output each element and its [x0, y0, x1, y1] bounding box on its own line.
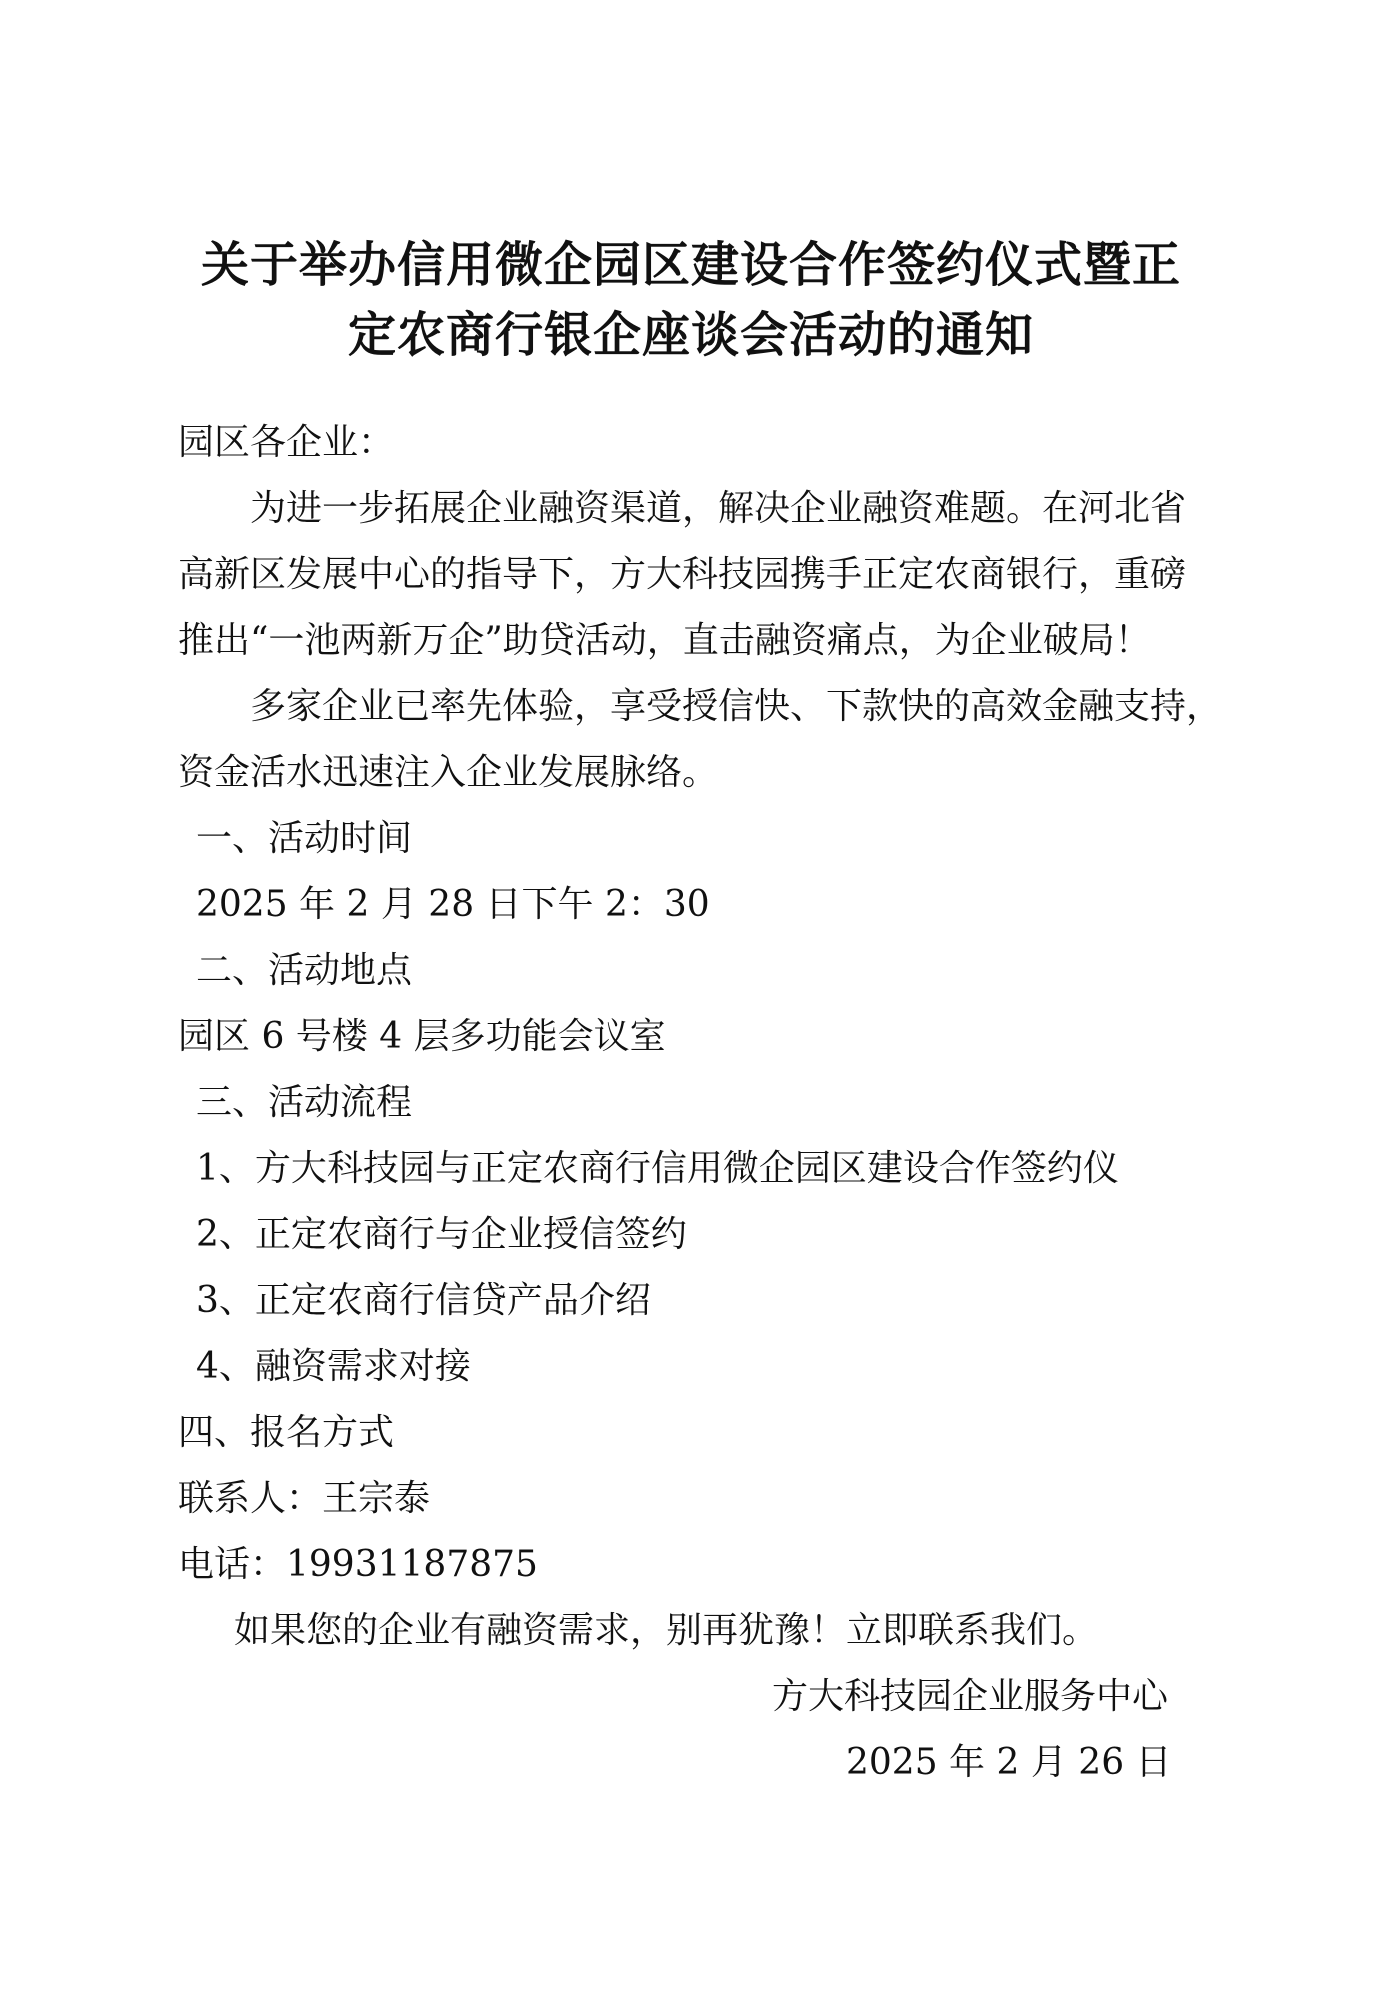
- section-3-item-3: 3、正定农商行信贷产品介绍: [196, 1280, 651, 1321]
- section-4-heading: 四、报名方式: [178, 1412, 395, 1453]
- document-title-line-2: 定农商行银企座谈会活动的通知: [347, 307, 1034, 363]
- signature-organization: 方大科技园企业服务中心: [772, 1676, 1169, 1717]
- section-1-content: 2025 年 2 月 28 日下午 2：30: [196, 884, 710, 925]
- section-3-item-2: 2、正定农商行与企业授信签约: [196, 1214, 687, 1255]
- section-2-heading: 二、活动地点: [196, 950, 413, 991]
- paragraph-2-line-1: 多家企业已率先体验，享受授信快、下款快的高效金融支持，: [250, 686, 1223, 727]
- paragraph-2-line-2: 资金活水迅速注入企业发展脉络。: [178, 752, 719, 793]
- section-3-heading: 三、活动流程: [196, 1082, 413, 1123]
- section-3-item-4: 4、融资需求对接: [196, 1346, 471, 1387]
- salutation: 园区各企业：: [178, 422, 395, 463]
- document-title-line-1: 关于举办信用微企园区建设合作签约仪式暨正: [200, 237, 1181, 293]
- paragraph-1-line-1: 为进一步拓展企业融资渠道，解决企业融资难题。在河北省: [250, 488, 1187, 529]
- section-2-content: 园区 6 号楼 4 层多功能会议室: [178, 1016, 666, 1057]
- paragraph-1-line-2: 高新区发展中心的指导下，方大科技园携手正定农商银行，重磅: [178, 554, 1187, 595]
- section-3-item-1: 1、方大科技园与正定农商行信用微企园区建设合作签约仪: [196, 1148, 1119, 1189]
- contact-person: 联系人：王宗泰: [178, 1478, 431, 1519]
- closing-sentence: 如果您的企业有融资需求，别再犹豫！立即联系我们。: [234, 1610, 1099, 1651]
- section-1-heading: 一、活动时间: [196, 818, 413, 859]
- paragraph-1-line-3: 推出“一池两新万企”助贷活动，直击融资痛点，为企业破局！: [178, 620, 1151, 661]
- contact-phone: 电话：19931187875: [178, 1544, 538, 1585]
- signature-date: 2025 年 2 月 26 日: [846, 1742, 1172, 1783]
